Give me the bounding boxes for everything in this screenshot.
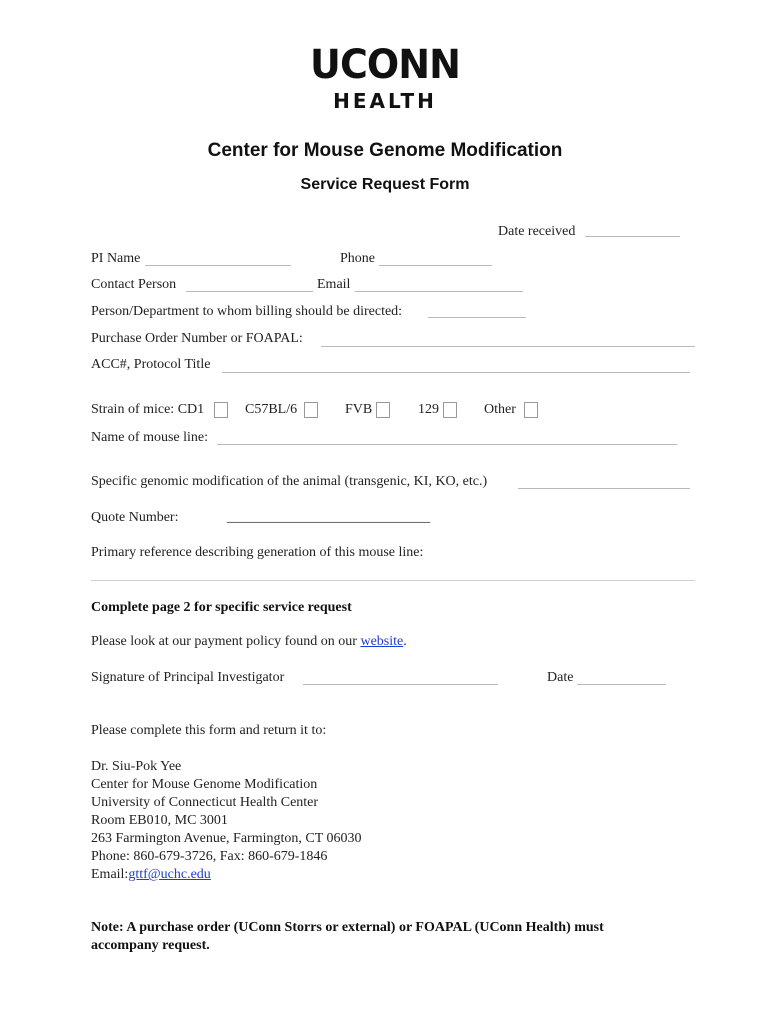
pi-name-label: PI Name xyxy=(91,251,141,266)
billing-label: Person/Department to whom billing should be directed: xyxy=(91,304,403,319)
address-room: Room EB010, MC 3001 xyxy=(91,813,228,828)
signature-date-label: Date xyxy=(547,670,574,685)
email-field[interactable] xyxy=(355,291,523,292)
primary-reference-field[interactable] xyxy=(91,580,695,581)
phone-label: Phone xyxy=(340,251,375,266)
uconn-logo-wordmark: UCONN xyxy=(310,42,460,88)
pi-name-field[interactable] xyxy=(145,265,291,266)
strain-c57-label: C57BL/6 xyxy=(245,402,298,417)
genomic-mod-field[interactable] xyxy=(518,488,690,489)
strain-other-label: Other xyxy=(484,402,516,417)
strain-other-checkbox[interactable] xyxy=(524,402,538,418)
phone-field[interactable] xyxy=(379,265,492,266)
date-received-field[interactable] xyxy=(585,236,680,237)
return-to-label: Please complete this form and return it to: xyxy=(91,723,327,738)
strain-fvb-label: FVB xyxy=(345,402,373,417)
note-line1: Note: A purchase order (UConn Storrs or external) or FOAPAL (UConn Health) must xyxy=(91,920,604,935)
quote-number-label: Quote Number: xyxy=(91,510,179,525)
acc-protocol-field[interactable] xyxy=(222,372,690,373)
address-name: Dr. Siu-Pok Yee xyxy=(91,759,182,774)
billing-field[interactable] xyxy=(428,317,526,318)
strain-129-checkbox[interactable] xyxy=(443,402,457,418)
website-link[interactable]: website xyxy=(360,634,404,649)
contact-person-label: Contact Person xyxy=(91,277,177,292)
signature-label: Signature of Principal Investigator xyxy=(91,670,285,685)
contact-person-field[interactable] xyxy=(186,291,313,292)
genomic-mod-label: Specific genomic modification of the animal (transgenic, KI, KO, etc.) xyxy=(91,474,488,489)
payment-policy-text xyxy=(91,634,407,650)
address-university: University of Connecticut Health Center xyxy=(91,795,319,810)
signature-date-field[interactable] xyxy=(577,684,666,685)
address-street: 263 Farmington Avenue, Farmington, CT 06030 xyxy=(91,831,362,846)
payment-policy-prefix: Please look at our payment policy found on our xyxy=(91,634,361,649)
signature-field[interactable] xyxy=(303,684,498,685)
address-phone-fax: Phone: 860-679-3726, Fax: 860-679-1846 xyxy=(91,849,328,864)
quote-number-field[interactable]: _____________________________ xyxy=(227,510,430,525)
email-link[interactable]: gttf@uchc.edu xyxy=(128,867,211,882)
po-number-field[interactable] xyxy=(321,346,695,347)
address-email-label: Email: xyxy=(91,867,129,882)
strain-129-label: 129 xyxy=(418,402,439,417)
mouse-line-label: Name of mouse line: xyxy=(91,430,209,445)
acc-protocol-label: ACC#, Protocol Title xyxy=(91,357,211,372)
address-email xyxy=(91,867,211,883)
date-received-label: Date received xyxy=(498,224,576,239)
strain-fvb-checkbox[interactable] xyxy=(376,402,390,418)
strain-label: Strain of mice: CD1 xyxy=(91,402,205,417)
mouse-line-field[interactable] xyxy=(217,444,677,445)
primary-reference-label: Primary reference describing generation of this mouse line: xyxy=(91,545,424,560)
strain-cd1-checkbox[interactable] xyxy=(214,402,228,418)
page-subtitle: Service Request Form xyxy=(300,176,470,193)
complete-page2-note: Complete page 2 for specific service request xyxy=(91,600,352,615)
po-number-label: Purchase Order Number or FOAPAL: xyxy=(91,331,303,346)
payment-policy-suffix: . xyxy=(403,634,407,649)
email-label: Email xyxy=(317,277,351,292)
address-center: Center for Mouse Genome Modification xyxy=(91,777,318,792)
page-title: Center for Mouse Genome Modification xyxy=(207,140,563,161)
health-logo-wordmark: HEALTH xyxy=(333,89,437,113)
note-line2: accompany request. xyxy=(91,938,210,953)
strain-c57-checkbox[interactable] xyxy=(304,402,318,418)
